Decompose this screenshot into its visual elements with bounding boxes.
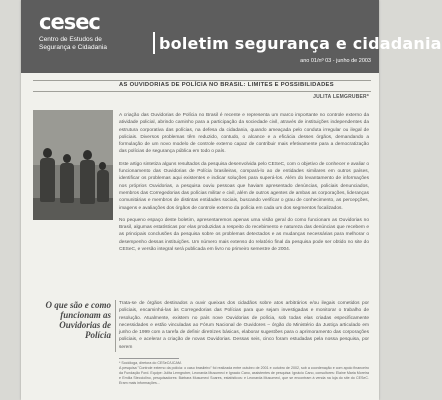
section-rule (115, 300, 116, 352)
logo-subtitle (39, 36, 107, 51)
article-title: AS OUVIDORIAS DE POLÍCIA NO BRASIL: LIMITES E POSSIBILIDADES (119, 82, 334, 88)
article-author: JULITA LEMGRUBER* (313, 94, 369, 100)
logo-subtitle-line1: Centro de Estudos de (39, 36, 102, 43)
article-body (119, 112, 369, 258)
section-heading: O que são e como funcionam as Ouvidorias de Polícia (45, 300, 111, 340)
article-paragraph-1: A criação das Ouvidorias de Polícia no Brasil é recente e representa um marco importante no controle externo da atividade policial, abrindo caminho para a participação da sociedade civil, através de instituições independentes da estrutura corporativa das polícias, na defesa da cidadania, quando ameaçada pelo conduta irregular ou ilegal de policiais. Diversos problemas têm reduzido, contudo, o alcance e a eficácia desses órgãos, demandando a formulação de um novo modelo de controle externo capaz de contribuir mais efetivamente para a democratização das polícias de segurança pública em todo o país. (119, 113, 369, 155)
masthead (21, 0, 442, 73)
publication-title: boletim segurança e cidadania (159, 34, 442, 53)
article-paragraph-3: No pequeno espaço deste boletim, apresentaremos apenas uma visão geral do como funcionam as Ouvidorias no Brasil, algumas estatísticas por elas produzidas a respeito do recebimento e natureza das denúncias que recebem e as principais conclusões da pesquisa sobre os problemas detectados e as mudanças necessárias para melhorar o desempenho dessas instituições. Um número mais extenso do relatório final da pesquisa pode ser obtido no site do CESeC, e versão integral será publicada em livro no primeiro semestre de 2004. (119, 217, 369, 253)
footnote-1: * Socióloga, diretora do CESeC/UCAM. (119, 361, 182, 365)
logo-wordmark: cesec (39, 10, 100, 34)
article-photo (33, 110, 113, 220)
footnote-2: A pesquisa "Controle externo da polícia: o caso brasileiro" foi realizada entre outubro de 2001 e outubro de 2002, sob a coordenação e com apoio financeiro da Fundação Ford. Equipe: Julita Lemgruber, Leonarda Musumeci e Ignacio Cano, assistentes de pesquisa: Ignácio Cano, consultores: Elaine Maria Moreira e Emília Stecciolino, pesquisadores: Bárbara Musumeci Soares, estatísticos: e Leonarda Musumeci, que se encontram à venda na loja do site do CESeC. Eram mais informações... (119, 366, 369, 385)
logo-subtitle-line2: Segurança e Cidadania (39, 43, 107, 51)
footnotes (119, 361, 369, 386)
issue-info: ano 01/nº 03 - junho de 2003 (300, 58, 371, 64)
footnote-rule (119, 358, 179, 359)
article-paragraph-2: Este artigo sintetiza alguns resultados da pesquisa desenvolvida pelo CESeC, com o objetivo de conhecer e avaliar o funcionamento das Ouvidorias de Polícia brasileiras, compará-lo ao de entidades similares em outros países, identificar os problemas aqui existentes e indicar soluções para superá-los. Além do levantamento de informações nos próprios Ouvidorias, a pesquisa ouviu pessoas que haviam apresentado denúncias, policiais denunciados, membros das Corregedorias das polícias militar e civil, além de outros agentes de ambas as corporações, lideranças comunitárias e membros de distintas entidades sociais, buscando verificar o grau de conhecimento, as percepções, imagens e avaliações dos órgãos de controle externo da polícia em cada um dos segmentos focalizados. (119, 161, 369, 211)
masthead-divider (153, 32, 155, 54)
cesec-logo (35, 10, 145, 66)
section-body (119, 300, 369, 356)
section-paragraph: Trata-se de órgãos destinados a ouvir queixas dos cidadãos sobre atos arbitrários e/ou ilegais cometidos por policiais, encaminhá-las às Corregedorias das Polícias para que sejam investigadas e monitorar o trabalho de resolução. Atualmente, existem no país nove Ouvidorias de polícia, sob todas elas criadas especificamente necessidades e estão vinculadas ao Fórum Nacional de Ouvidores – órgão do Ministério da Justiça articulado em junho de 1999 com a tarefa de definir diretrizes básicas, elaborar sugestões para o aprimoramento das corporações policiais, e acelerar a criação de novas Ouvidorias. Dessas seis, cinco foram estudadas pela nossa pesquisa, por serem (119, 301, 369, 350)
document-page (21, 0, 442, 400)
